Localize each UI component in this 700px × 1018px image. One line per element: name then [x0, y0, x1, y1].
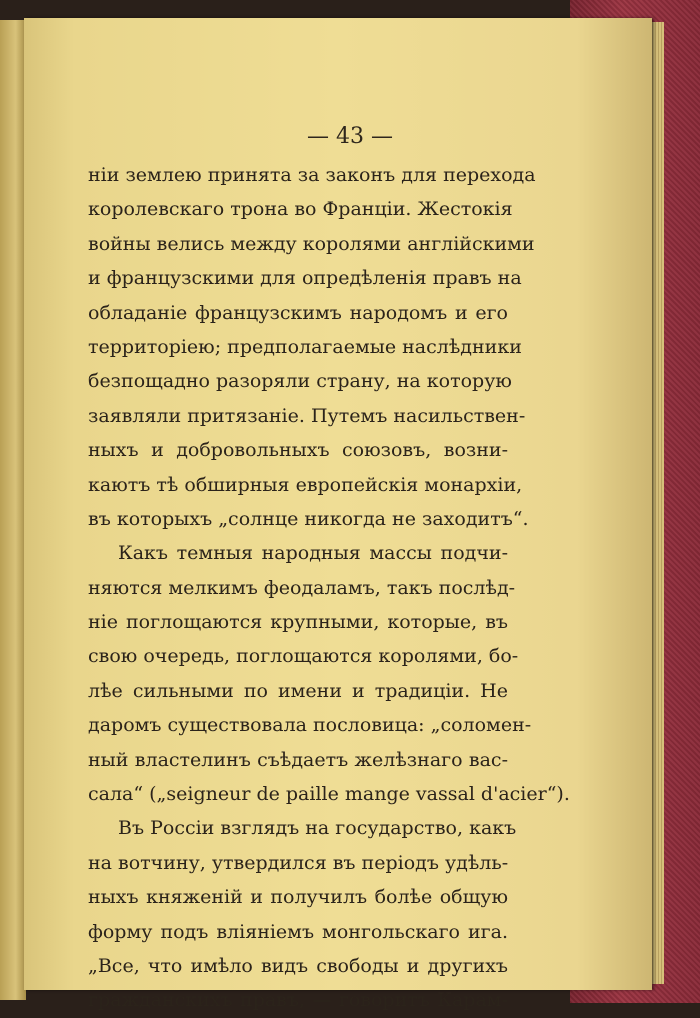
text-line: свою очередь, поглощаются королями, бо-: [88, 645, 519, 668]
text-line: королевскаго трона во Францiи. Жестокiя: [88, 198, 513, 221]
text-line: нiи землею принята за законъ для перехода: [88, 164, 536, 186]
facing-page-edge: [0, 20, 26, 1000]
page-block-edges: [650, 22, 664, 984]
text-line: сала“ („seigneur de paille mange vassal d'acier“).: [88, 783, 570, 806]
body-text: [88, 158, 570, 1018]
text-line: „Все, что имѣло видъ свободы и другихъ: [88, 954, 508, 977]
text-line: заявляли притязанiе. Путемъ насильствен-: [88, 404, 526, 427]
text-line: въ которыхъ „солнце никогда не заходитъ“.: [88, 507, 529, 530]
text-line: территорiею; предполагаемые наслѣдники: [88, 335, 522, 358]
page-number: — 43 —: [307, 124, 393, 149]
text-line: няются мелкимъ феодаламъ, такъ послѣд-: [88, 576, 516, 599]
text-line: безпощадно разоряли страну, на которую: [88, 370, 512, 393]
text-line: ный властелинъ съѣдаетъ желѣзнаго вас-: [88, 748, 508, 771]
text-line: ныхъ и добровольныхъ союзовъ, возни-: [88, 439, 508, 462]
text-line: даромъ существовала пословица: „соломен-: [88, 714, 532, 737]
text-line: нiе поглощаются крупными, которые, въ: [88, 611, 508, 634]
text-line: Какъ темныя народныя массы подчи-: [118, 542, 508, 565]
text-line: Въ Россiи взглядъ на государство, какъ: [118, 817, 517, 840]
text-line: обладанiе французскимъ народомъ и его: [88, 301, 508, 324]
text-line: войны велись между королями англiйскими: [88, 232, 535, 255]
text-line: ныхъ княженiй и получилъ болѣе общую: [88, 886, 508, 909]
text-line: форму подъ влiянiемъ монгольскаго ига.: [88, 920, 508, 943]
text-line: каютъ тѣ обширныя европейскiя монархiи,: [88, 473, 523, 496]
text-line: на вотчину, утвердился въ перiодъ удѣль-: [88, 851, 509, 874]
text-line: гражданскихъ правъ, — говоритъ Карам-: [88, 989, 508, 1012]
text-line: лѣе сильными по имени и традицiи. Не: [88, 679, 508, 702]
text-line: и французскими для опредѣленiя правъ на: [88, 267, 522, 290]
